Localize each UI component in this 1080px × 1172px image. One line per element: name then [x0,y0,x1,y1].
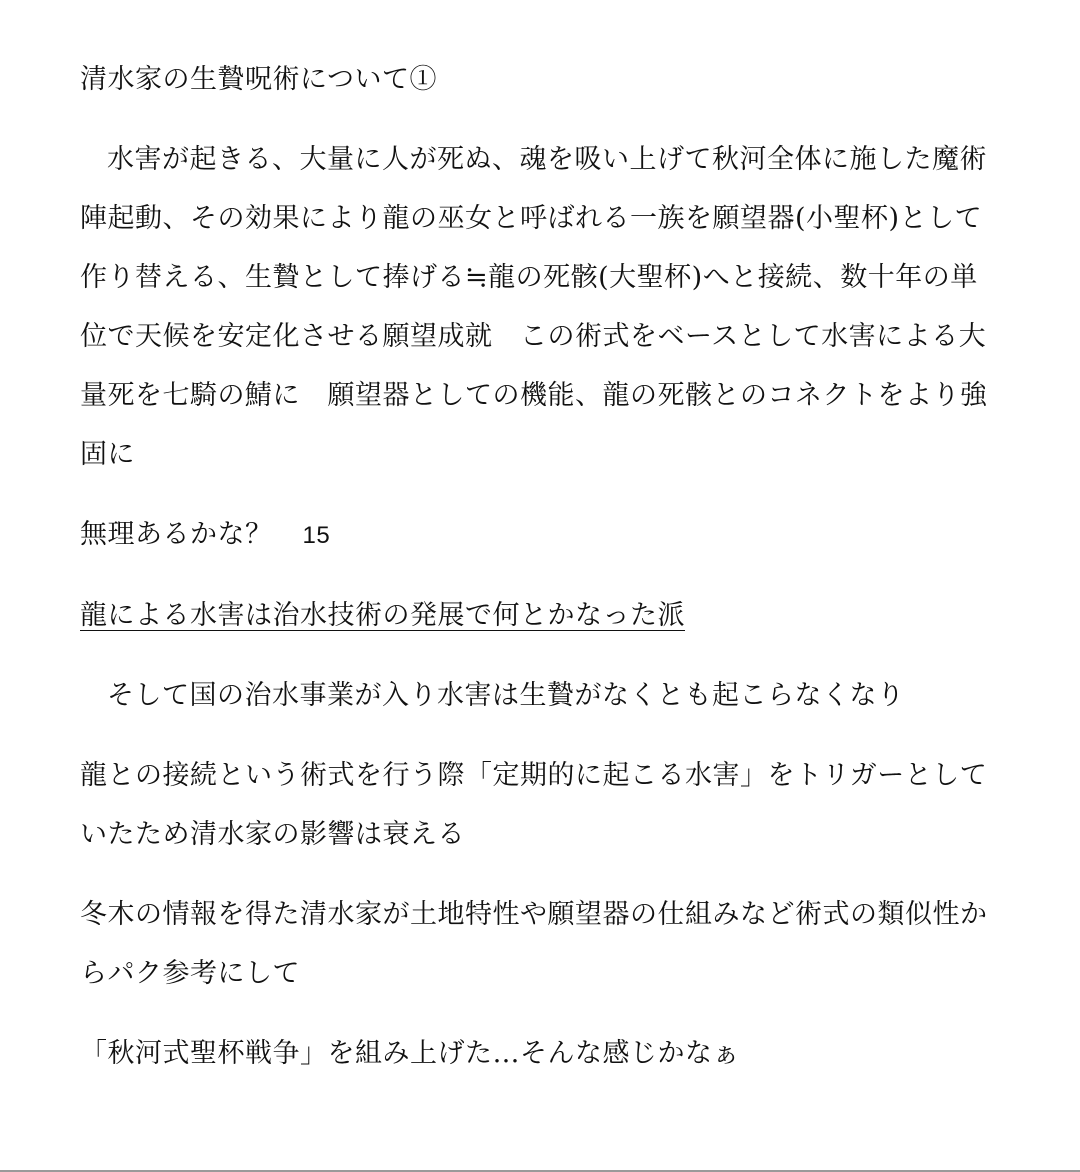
document-body [80,50,996,1083]
paragraph-fuyuki: 冬木の情報を得た清水家が土地特性や願望器の仕組みなど術式の類似性からパク参考にして [80,899,988,989]
question-number: 15 [302,522,331,549]
underlined-text: 龍による水害は治水技術の発展で何とかなった派 [80,600,685,631]
paragraph-conclusion: 「秋河式聖杯戦争」を組み上げた…そんな感じかなぁ [80,1038,740,1069]
question-line [80,505,996,565]
paragraph-trigger: 龍との接続という術式を行う際「定期的に起こる水害」をトリガーとしていたため清水家の影響は衰える [80,760,988,850]
paragraph-flood-control: そして国の治水事業が入り水害は生贄がなくとも起こらなくなり [107,680,905,711]
question-text: 無理あるかな？ [80,519,273,550]
paragraph-ritual-description: 水害が起きる、大量に人が死ぬ、魂を吸い上げて秋河全体に施した魔術陣起動、その効果により龍の巫女と呼ばれる一族を願望器(小聖杯)として作り替える、生贄として捧げる≒龍の死骸(大聖杯)へと接続、数十年の単位で天候を安定化させる願望成就 この術式をベースとして水害による大量死を七騎の鯖に 願望器としての機能、龍の死骸とのコネクトをより強固に [80,144,988,470]
document-heading: 清水家の生贄呪術について① [80,64,437,95]
underlined-line [80,586,996,645]
